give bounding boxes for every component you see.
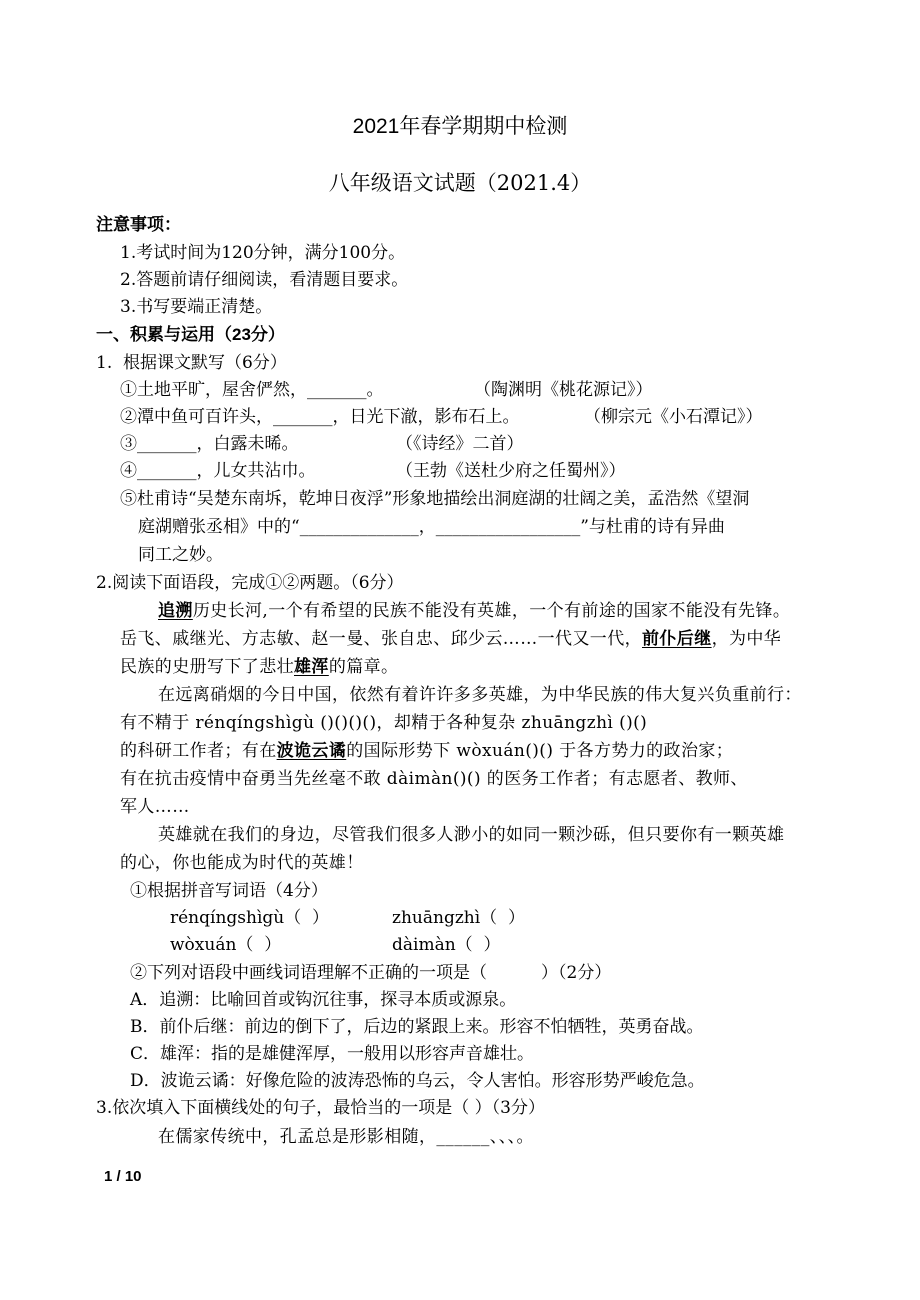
passage-line <box>120 656 398 678</box>
q1-line-2: ②潭中鱼可百许头，_______，日光下澈，影布石上。 <box>120 407 520 427</box>
passage-line: 英雄就在我们的身边，尽管我们很多人渺小的如同一颗沙砾，但只要你有一颗英雄 <box>158 825 785 845</box>
notice-item: 2.答题前请仔细阅读，看清题目要求。 <box>120 270 409 290</box>
q1-line-5a: ⑤杜甫诗“吴楚东南坼，乾坤日夜浮”形象地描绘出洞庭湖的壮阔之美，孟浩然《望洞 <box>120 489 750 509</box>
pinyin-item: rénqíngshìgù（ ） <box>170 908 330 928</box>
q1-line-5b: 庭湖赠张丞相》中的“______________，_________________”与杜甫的诗有异曲 <box>138 517 725 537</box>
underlined-word: 追溯 <box>158 601 193 621</box>
passage-line <box>120 628 781 650</box>
q1-line-4: ④_______，儿女共沾巾。 <box>120 461 316 481</box>
q2-sub1-stem: ①根据拼音写词语（4分） <box>130 881 328 901</box>
q3-stem: 3.依次填入下面横线处的句子，最恰当的一项是（ ）（3分） <box>96 1098 545 1118</box>
section-heading: 一、积累与运用（23分） <box>96 325 285 344</box>
passage-line: 有在抗击疫情中奋勇当先丝毫不敢 dàimàn()() 的医务工作者；有志愿者、教师、 <box>120 769 748 789</box>
passage-line: 在远离硝烟的今日中国，依然有着许许多多英雄，为中华民族的伟大复兴负重前行： <box>158 685 802 705</box>
q3-text: 在儒家传统中，孔孟总是形影相随，______、、、。 <box>158 1127 534 1147</box>
passage-text: 历史长河,一个有希望的民族不能没有英雄，一个有前途的国家不能没有先锋。 <box>192 601 791 621</box>
q2-sub2-stem: ②下列对语段中画线词语理解不正确的一项是（ ）（2分） <box>130 963 612 983</box>
q1-line-5c: 同工之妙。 <box>138 545 223 565</box>
option-d: D．波诡云谲：好像危险的波涛恐怖的乌云，令人害怕。形容形势严峻危急。 <box>130 1071 705 1091</box>
q1-line-1: ①土地平旷，屋舍俨然，_______。 <box>120 380 384 400</box>
underlined-word: 波诡云谲 <box>276 741 347 761</box>
passage-text: 民族的史册写下了悲壮 <box>120 657 294 677</box>
underlined-word: 雄浑 <box>294 657 329 677</box>
page-number: 1 / 10 <box>104 1168 142 1185</box>
q1-line-3-source: （《诗经》二首） <box>396 434 524 454</box>
exam-title: 2021年春学期期中检测 <box>352 115 568 138</box>
passage-text: 岳飞、戚继光、方志敏、赵一曼、张自忠、邱少云……一代又一代， <box>120 629 642 649</box>
q1-line-4-source: （王勃《送杜少府之任蜀州》） <box>396 461 626 481</box>
q1-line-3: ③_______，白露未晞。 <box>120 434 299 454</box>
q1-line-2-source: （柳宗元《小石潭记》） <box>584 407 763 427</box>
notice-heading: 注意事项： <box>96 215 181 234</box>
notice-item: 3.书写要端正清楚。 <box>120 297 273 317</box>
option-b: B．前仆后继：前边的倒下了，后边的紧跟上来。形容不怕牺牲，英勇奋战。 <box>130 1017 704 1037</box>
pinyin-item: zhuāngzhì（ ） <box>392 908 525 928</box>
q2-stem: 2.阅读下面语段，完成①②两题。（6分） <box>96 573 404 593</box>
passage-text: 的科研工作者；有在 <box>120 741 277 761</box>
option-c: C．雄浑：指的是雄健浑厚，一般用以形容声音雄壮。 <box>130 1044 535 1064</box>
q1-stem: 1. 根据课文默写（6分） <box>96 353 287 373</box>
passage-line <box>158 600 790 622</box>
underlined-word: 前仆后继 <box>642 629 712 649</box>
passage-line: 军人…… <box>120 797 190 817</box>
q1-line-1-source: （陶渊明《桃花源记》） <box>474 380 653 400</box>
passage-line: 有不精于 rénqíngshìgù ()()()()，却精于各种复杂 zhuāngzhì ()() <box>120 713 648 733</box>
exam-subtitle: 八年级语文试题（2021.4） <box>328 171 592 195</box>
passage-line: 的心，你也能成为时代的英雄！ <box>120 853 364 873</box>
passage-text: 的国际形势下 wòxuán()() 于各方势力的政治家； <box>346 741 734 761</box>
pinyin-item: dàimàn（ ） <box>392 935 501 955</box>
passage-text: ，为中华 <box>711 629 782 649</box>
passage-line <box>120 740 733 762</box>
notice-item: 1.考试时间为120分钟，满分100分。 <box>120 243 406 263</box>
passage-text: 的篇章。 <box>328 657 399 677</box>
option-a: A．追溯：比喻回首或钩沉往事，探寻本质或源泉。 <box>130 990 517 1010</box>
pinyin-item: wòxuán（ ） <box>170 935 282 955</box>
